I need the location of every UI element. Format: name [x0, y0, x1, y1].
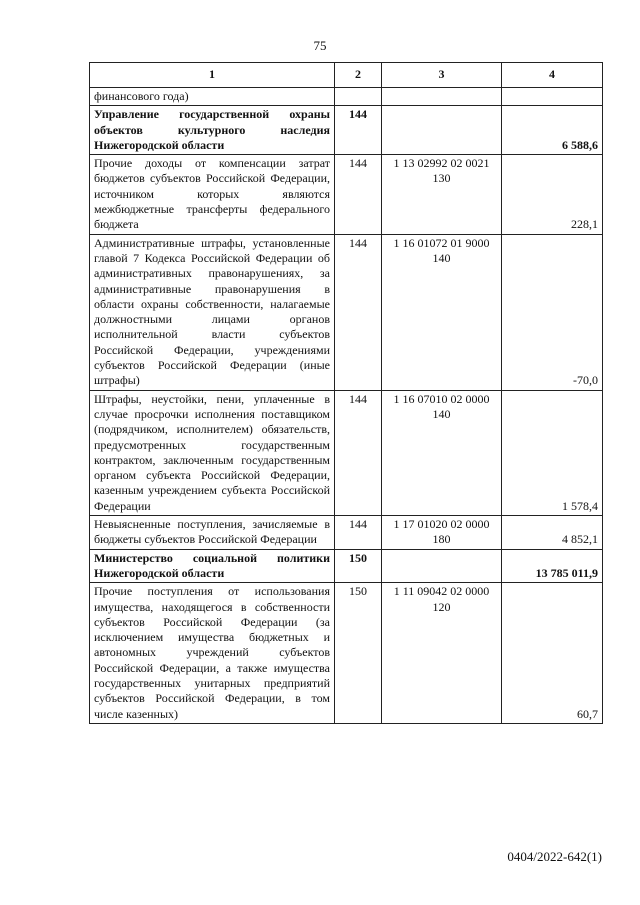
- table-row: [90, 155, 603, 234]
- row-amount-cell: [502, 88, 603, 106]
- table-row: [90, 549, 603, 583]
- row-name-cell: Министерство социальной политики Нижегородской области: [90, 549, 335, 583]
- row-admin-code-cell: 144: [335, 390, 382, 515]
- table-row: [90, 234, 603, 390]
- document-number: 0404/2022-642(1): [507, 849, 602, 864]
- row-name-cell: Управление государственной охраны объектов культурного наследия Нижегородской области: [90, 106, 335, 155]
- row-name-cell: Прочие поступления от использования имущества, находящегося в собственности субъектов Российской Федерации (за исключением имущества бюджетных и автономных учреждений субъектов Российской Федерации, а также имущества государственных унитарных предприятий субъектов Российской Федерации, в том числе казенных): [90, 583, 335, 724]
- table-row: [90, 583, 603, 724]
- row-amount-cell: 13 785 011,9: [502, 549, 603, 583]
- table-row: [90, 516, 603, 550]
- row-name-cell: Прочие доходы от компенсации затрат бюджетов субъектов Российской Федерации, источником которых являются межбюджетные трансферты федерального бюджета: [90, 155, 335, 234]
- row-budget-code-cell: [382, 106, 502, 155]
- row-admin-code-cell: 144: [335, 106, 382, 155]
- row-amount-cell: 60,7: [502, 583, 603, 724]
- row-admin-code-cell: 144: [335, 234, 382, 390]
- table-body: [90, 88, 603, 724]
- row-budget-code-cell: 1 16 07010 02 0000 140: [382, 390, 502, 515]
- row-name-cell: финансового года): [90, 88, 335, 106]
- row-budget-code-cell: 1 11 09042 02 0000 120: [382, 583, 502, 724]
- row-budget-code-cell: [382, 88, 502, 106]
- row-name-cell: Невыясненные поступления, зачисляемые в бюджеты субъектов Российской Федерации: [90, 516, 335, 550]
- table-header-row: [90, 63, 603, 88]
- revenue-table: [89, 62, 603, 724]
- row-amount-cell: 228,1: [502, 155, 603, 234]
- row-admin-code-cell: 150: [335, 549, 382, 583]
- row-amount-cell: 4 852,1: [502, 516, 603, 550]
- row-budget-code-cell: 1 16 01072 01 9000 140: [382, 234, 502, 390]
- header-col-2: 2: [335, 63, 382, 88]
- header-col-1: 1: [90, 63, 335, 88]
- row-amount-cell: -70,0: [502, 234, 603, 390]
- row-budget-code-cell: 1 17 01020 02 0000 180: [382, 516, 502, 550]
- row-budget-code-cell: 1 13 02992 02 0021 130: [382, 155, 502, 234]
- row-amount-cell: 1 578,4: [502, 390, 603, 515]
- table-row: [90, 88, 603, 106]
- page-number: 75: [313, 38, 327, 53]
- row-admin-code-cell: 150: [335, 583, 382, 724]
- row-amount-cell: 6 588,6: [502, 106, 603, 155]
- table-row: [90, 106, 603, 155]
- header-col-3: 3: [382, 63, 502, 88]
- table-row: [90, 390, 603, 515]
- row-name-cell: Административные штрафы, установленные главой 7 Кодекса Российской Федерации об административных правонарушениях, за административные правонарушения в области охраны собственности, налагаемые должностными лицами органов исполнительной власти субъектов Российской Федерации, учреждениями субъектов Российской Федерации (иные штрафы): [90, 234, 335, 390]
- row-admin-code-cell: 144: [335, 516, 382, 550]
- row-admin-code-cell: [335, 88, 382, 106]
- row-budget-code-cell: [382, 549, 502, 583]
- row-admin-code-cell: 144: [335, 155, 382, 234]
- row-name-cell: Штрафы, неустойки, пени, уплаченные в случае просрочки исполнения поставщиком (подрядчиком, исполнителем) обязательств, предусмотренных государственным контрактом, заключенным государственным органом субъекта Российской Федерации, казенным учреждением субъекта Российской Федерации: [90, 390, 335, 515]
- header-col-4: 4: [502, 63, 603, 88]
